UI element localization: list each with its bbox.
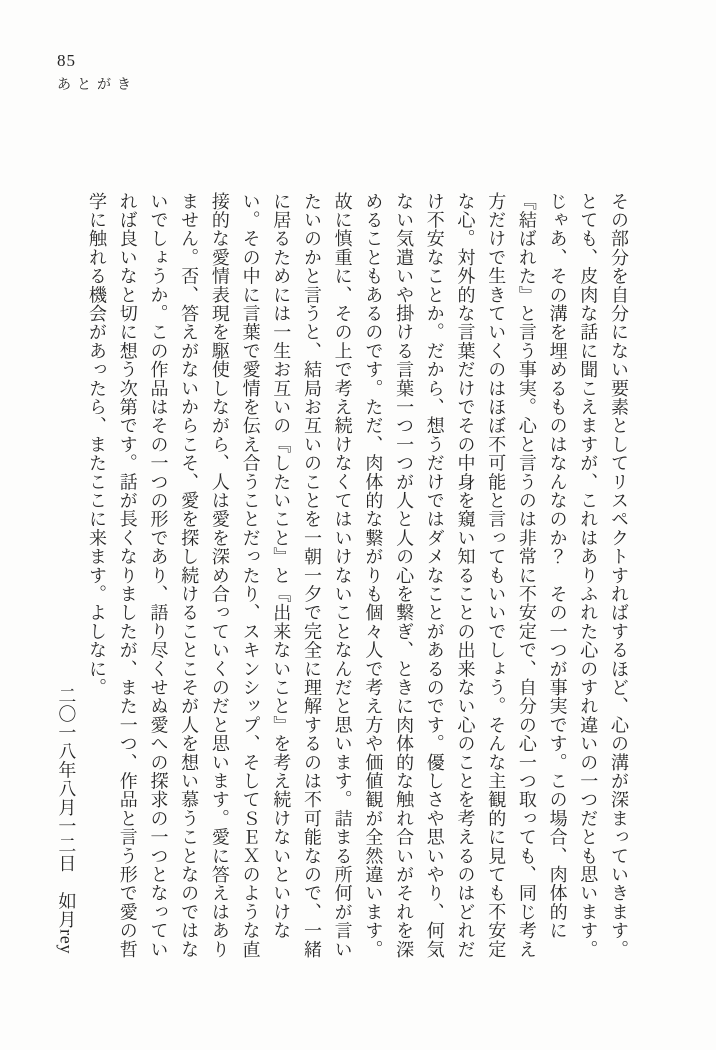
text-line: に居るためには一生お互いの『したいこと』と『出来ないこと』を考え続けないといけな: [271, 192, 292, 940]
text-line: 接的な愛情表現を駆使しながら、人は愛を深め合っていくのだと思います。愛に答えはあり: [209, 192, 230, 959]
text-line: その部分を自分にない要素としてリスペクトすればするほど、心の溝が深まっていきます。: [609, 192, 629, 959]
text-line: 故に慎重に、その上で考え続けなくてはいけないことなんだと思います。詰まる所何が言い: [332, 192, 353, 959]
signature-line: 二〇一八年八月一二日 如月rey: [56, 686, 77, 955]
text-line: 方だけで生きていくのはほぼ不可能と言ってもいいでしょう。そんな主観的に見ても不安定: [486, 192, 507, 959]
text-line: とても、皮肉な話に聞こえますが、これはありふれた心のすれ違いの一つだとも思います。: [578, 192, 599, 959]
text-line: 『結ばれた』と言う事実。心と言うのは非常に不安定で、自分の心一つ取っても、同じ考え: [516, 192, 537, 959]
page-number: 85: [57, 51, 76, 70]
text-line: い。その中に言葉で愛情を伝え合うことだったり、スキンシップ、そしてＳＥＸのような直: [240, 192, 261, 959]
text-line: めることもあるのです。ただ、肉体的な繋がりも個々人で考え方や価値観が全然違います。: [363, 192, 384, 959]
text-line: 学に触れる機会があったら、またここに来ます。よしなに。: [87, 192, 108, 697]
folio: [57, 52, 137, 93]
afterword-body: [81, 192, 634, 960]
text-line: け不安なことか。だから、想うだけではダメなことがあるのです。優しさや思いやり、何気: [424, 192, 445, 959]
text-line: じゃあ、その溝を埋めるものはなんなのか？ その一つが事実です。この場合、肉体的に: [547, 192, 568, 940]
text-line: ません。否、答えがないからこそ、愛を探し続けることこそが人を想い慕うことなのではな: [179, 192, 200, 959]
text-line: たいのかと言うと、結局お互いのことを一朝一夕で完全に理解するのは不可能なので、一緒: [301, 192, 322, 959]
afterword-text: [51, 192, 634, 960]
text-line: ない気遣いや掛ける言葉一つ一つが人と人の心を繋ぎ、ときに肉体的な触れ合いがそれを深: [394, 192, 415, 959]
text-line: れば良いなと切に想う次第です。話が長くなりましたが、また一つ、作品と言う形で愛の哲: [117, 192, 138, 959]
section-title: あとがき: [57, 78, 137, 93]
text-line: いでしょうか。この作品はその一つの形であり、語り尽くせぬ愛への探求の一つとなってい: [148, 192, 169, 959]
text-line: な心。対外的な言葉だけでその中身を窺い知ることの出来ない心のことを考えるのはどれだ: [455, 192, 476, 959]
